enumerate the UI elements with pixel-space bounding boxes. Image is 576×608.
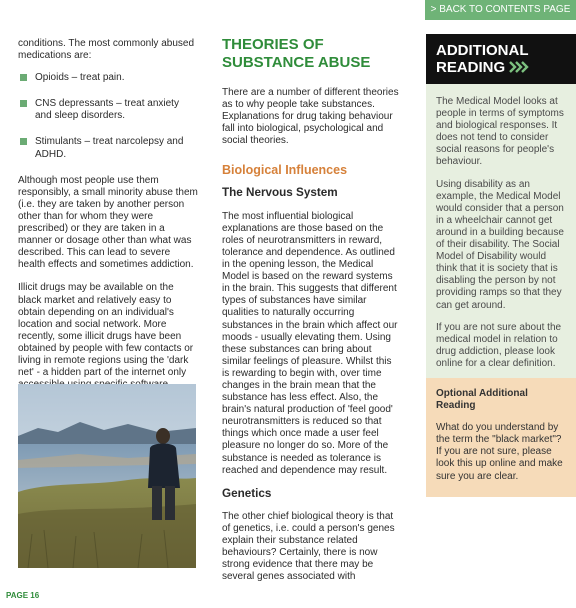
additional-reading-body <box>426 84 576 378</box>
back-to-contents-button[interactable]: > BACK TO CONTENTS PAGE <box>425 0 576 20</box>
left-column <box>18 38 198 391</box>
additional-reading-title: ADDITIONAL READING <box>436 42 529 76</box>
page-number: PAGE 16 <box>6 591 40 600</box>
optional-reading-box <box>426 378 576 497</box>
genetics-paragraph: The other chief biological theory is that of genetics, i.e. could a person's genes explain their substance related behaviours? Certainly, there is now strong evidence that there may be several genes associated with <box>222 510 395 583</box>
intro-paragraph: There are a number of different theories as to why people take substances. Explanations for drug taking behaviour fall into biological, psychological and social theories. <box>222 87 399 147</box>
page-title: THEORIES OF SUBSTANCE ABUSE <box>222 36 371 71</box>
left-paragraph-1: Although most people use them responsibly, a small minority abuse them (i.e. they are taken by another person other than for whom they were prescribed) or they are taken in a manner or dosage other than what was described. This can lead to severe health effects and sometimes addiction. <box>18 174 198 271</box>
subheading-nervous-system: The Nervous System <box>222 185 338 199</box>
nervous-system-paragraph: The most influential biological explanations are those based on the roles of neurotransmitters in reward, tolerance and dependence. As outlined in the opening lesson, the Medical Model is based on the reward systems in the brain. This suggests that different types of substances have similar qualities to naturally occurring substances in the brain which affect our moods - usually elevating them. Using these substances can bring about similar feelings of pleasure. Whilst this is rewarding to begin with, over time changes in the brain mean that the substance has less effect. Also, the brain's natural production of 'feel good' neurotransmitters is reduced so that things which once made a user feel pleasure no longer do so. More of the substance is needed as tolerance is reached and dependence may result. <box>222 210 398 476</box>
section-heading: Biological Influences <box>222 163 348 178</box>
optional-reading-title: Optional Additional Reading <box>436 387 528 412</box>
sidebar-paragraph-3: If you are not sure about the medical model in relation to drug addiction, please look online for a clear definition. <box>436 321 562 369</box>
bullet-square-icon <box>20 100 27 107</box>
sidebar-paragraph-1: The Medical Model looks at people in terms of symptoms and biological responses. It does not tend to consider social reasons for people's behaviour. <box>436 96 564 168</box>
list-item: CNS depressants – treat anxiety and sleep disorders. <box>18 98 198 122</box>
sidebar-paragraph-2: Using disability as an example, the Medical Model would consider that a person in a wheelchair cannot get around in a building because of their disability. The Social Model of Disability would think that it is society that is disabling the person by not providing ramps so that they can get around. <box>436 178 564 311</box>
middle-column <box>222 36 400 583</box>
subheading-genetics: Genetics <box>222 486 272 500</box>
double-chevron-right-icon <box>509 59 529 76</box>
bullet-square-icon <box>20 74 27 81</box>
list-item: Opioids – treat pain. <box>18 72 198 84</box>
bullet-square-icon <box>20 138 27 145</box>
optional-reading-text: What do you understand by the term the "black market"? If you are not sure, please look this up online and make sure you are clear. <box>436 422 563 482</box>
additional-reading-sidebar <box>426 34 576 497</box>
left-intro: conditions. The most commonly abused medications are: <box>18 38 195 62</box>
list-item: Stimulants – treat narcolepsy and ADHD. <box>18 136 198 160</box>
additional-reading-header <box>426 34 576 84</box>
medication-list <box>18 72 198 160</box>
man-on-hill-photo <box>18 384 196 568</box>
left-paragraph-2: Illicit drugs may be available on the black market and relatively easy to obtain depending on an individual's location and social network. More recently, some illicit drugs have been obtained by people with few contacts or living in remote regions using the 'dark net' - a hidden part of the internet only <box>18 282 194 379</box>
